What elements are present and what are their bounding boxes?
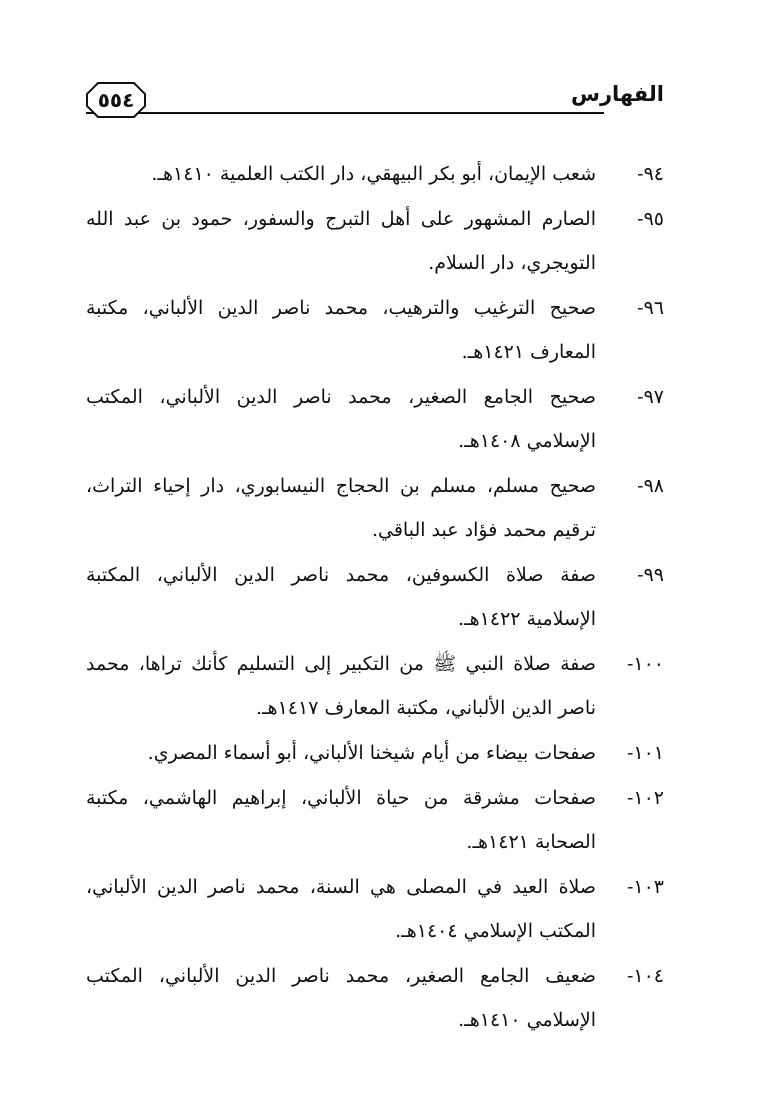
reference-item [86, 464, 664, 552]
reference-item [86, 152, 664, 196]
reference-item [86, 954, 664, 1042]
reference-item [86, 776, 664, 864]
header-rule [86, 112, 604, 114]
reference-text: الصارم المشهور على أهل التبرج والسفور، حمود بن عبد الله التويجري، دار السلام. [86, 208, 596, 274]
page-header [86, 68, 664, 128]
reference-text: صحيح مسلم، مسلم بن الحجاج النيسابوري، دار إحياء التراث، ترقيم محمد فؤاد عبد الباقي. [86, 475, 596, 541]
reference-item [86, 286, 664, 374]
reference-text: ضعيف الجامع الصغير، محمد ناصر الدين الألباني، المكتب الإسلامي ١٤١٠هـ. [86, 965, 596, 1031]
reference-number: ١٠٢- [626, 787, 664, 809]
reference-item [86, 375, 664, 463]
reference-text: صلاة العيد في المصلى هي السنة، محمد ناصر الدين الألباني، المكتب الإسلامي ١٤٠٤هـ. [86, 876, 596, 942]
page-number: ٥٥٤ [97, 88, 135, 112]
reference-number: ١٠٣- [626, 876, 664, 898]
reference-item [86, 642, 664, 730]
reference-item [86, 865, 664, 953]
reference-number: ٩٥- [637, 208, 664, 230]
reference-text: صحيح الجامع الصغير، محمد ناصر الدين الألباني، المكتب الإسلامي ١٤٠٨هـ. [86, 386, 596, 452]
reference-number: ١٠٠- [626, 653, 664, 675]
reference-text: شعب الإيمان، أبو بكر البيهقي، دار الكتب العلمية ١٤١٠هـ. [151, 163, 596, 185]
reference-list [86, 152, 664, 1043]
reference-number: ١٠١- [626, 742, 664, 764]
reference-number: ٩٤- [637, 163, 664, 185]
reference-number: ٩٧- [637, 386, 664, 408]
reference-text: صفة صلاة الكسوفين، محمد ناصر الدين الألباني، المكتبة الإسلامية ١٤٢٢هـ. [86, 564, 596, 630]
reference-item [86, 731, 664, 775]
reference-item [86, 553, 664, 641]
reference-number: ٩٨- [637, 475, 664, 497]
reference-text: صفة صلاة النبي ﷺ من التكبير إلى التسليم كأنك تراها، محمد ناصر الدين الألباني، مكتبة المعارف ١٤١٧هـ. [86, 653, 596, 719]
reference-text: صحيح الترغيب والترهيب، محمد ناصر الدين الألباني، مكتبة المعارف ١٤٢١هـ. [86, 297, 596, 363]
reference-text: صفحات بيضاء من أيام شيخنا الألباني، أبو أسماء المصري. [147, 742, 596, 764]
reference-number: ٩٩- [637, 564, 664, 586]
reference-number: ١٠٤- [626, 965, 664, 987]
page-number-frame [86, 82, 146, 118]
reference-text: صفحات مشرقة من حياة الألباني، إبراهيم الهاشمي، مكتبة الصحابة ١٤٢١هـ. [86, 787, 596, 853]
section-title: الفهارس [570, 82, 664, 106]
reference-number: ٩٦- [637, 297, 664, 319]
reference-item [86, 197, 664, 285]
